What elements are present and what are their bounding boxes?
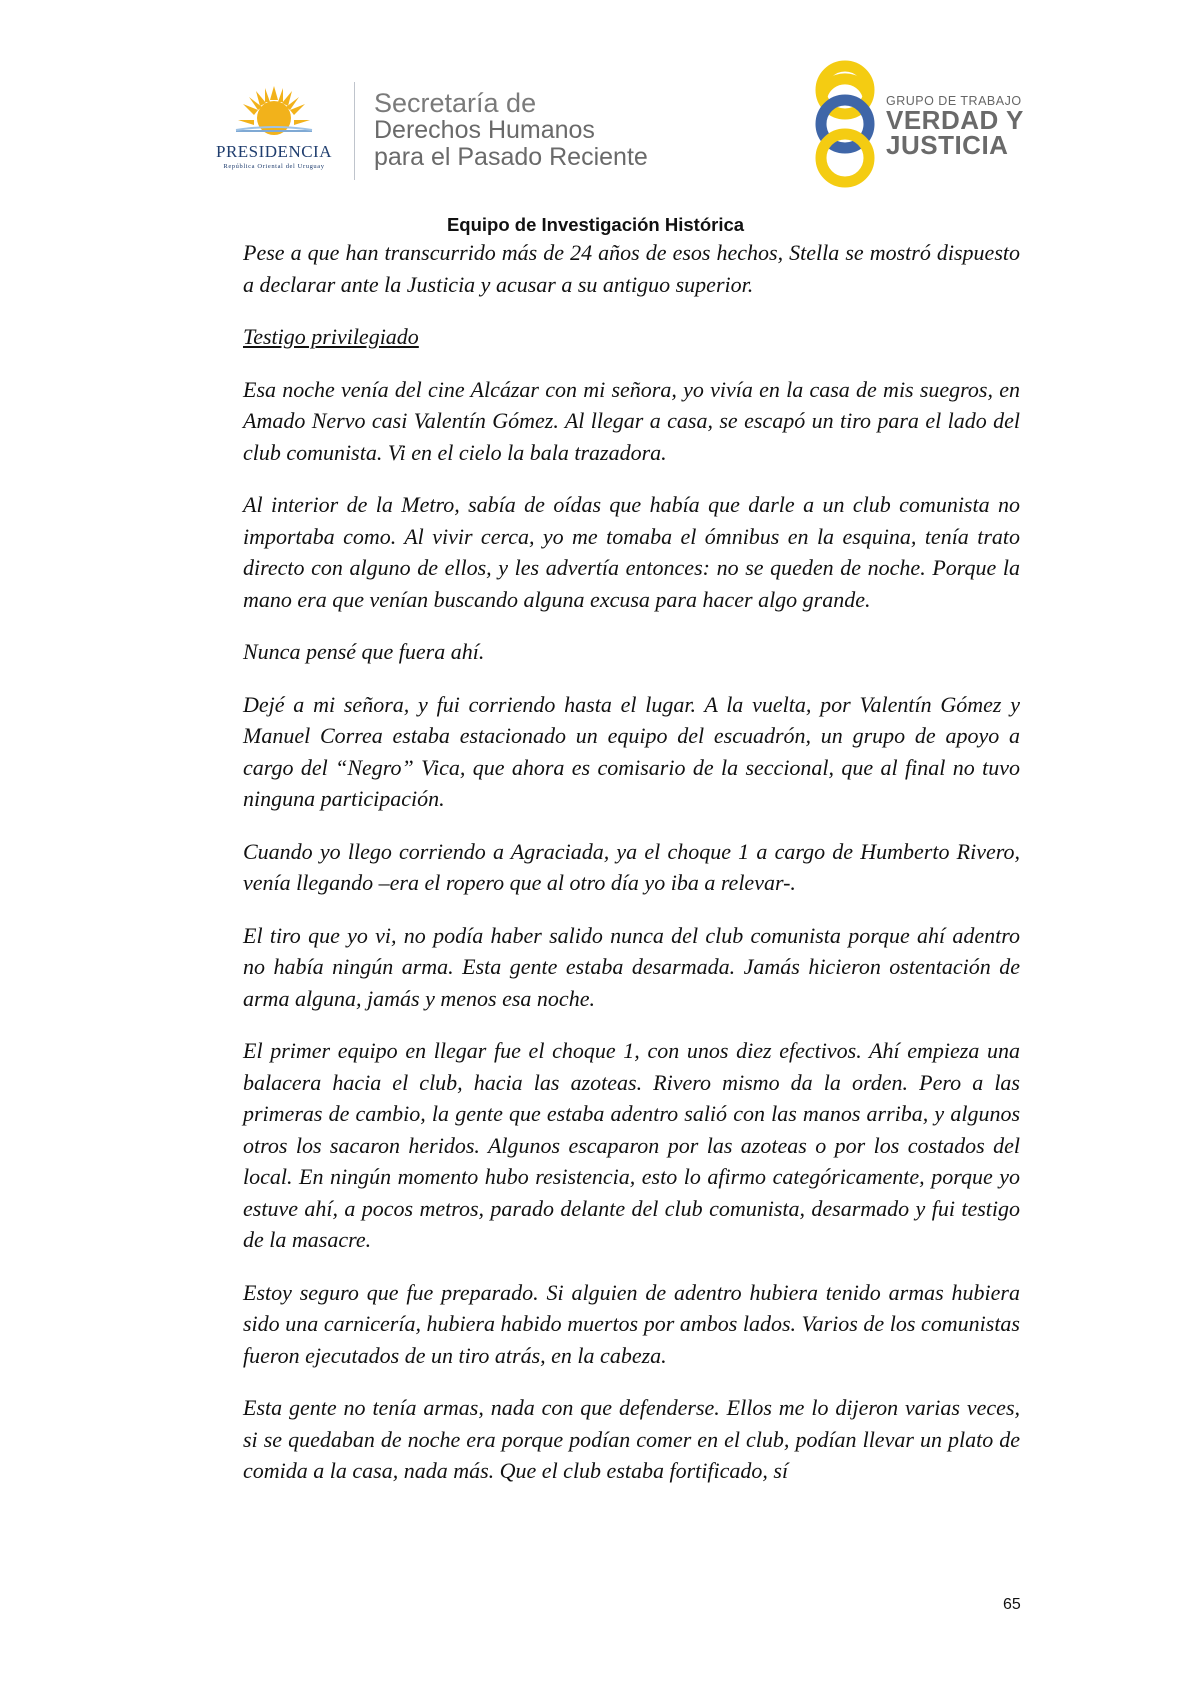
secretaria-line-2: Derechos Humanos	[374, 116, 595, 144]
presidencia-subtitle: República Oriental del Uruguay	[223, 163, 325, 170]
document-body	[243, 237, 1020, 1508]
page-header	[0, 0, 1191, 235]
grupo-line-1: GRUPO DE TRABAJO	[886, 94, 1022, 108]
paragraph-6: Cuando yo llego corriendo a Agraciada, ya el choque 1 a cargo de Humberto Rivero, venía llegando –era el ropero que al otro día yo iba a relevar-.	[243, 838, 1020, 895]
grupo-trabajo-text	[886, 94, 1024, 158]
paragraph-5: Dejé a mi señora, y fui corriendo hasta el lugar. A la vuelta, por Valentín Gómez y Manuel Correa estaba estacionado un equipo del escuadrón, un grupo de apoyo a cargo del “Negro” Vica, que ahora es comisario de la seccional, que al final no tuvo ninguna participación.	[243, 691, 1020, 811]
paragraph-4: Nunca pensé que fuera ahí.	[243, 639, 485, 664]
secretaria-logo-text	[374, 90, 648, 171]
secretaria-line-3: para el Pasado Reciente	[374, 143, 648, 171]
presidencia-title: PRESIDENCIA	[215, 142, 332, 161]
header-divider	[354, 82, 355, 180]
team-title: Equipo de Investigación Histórica	[446, 214, 745, 235]
paragraph-1: Pese a que han transcurrido más de 24 años de esos hechos, Stella se mostró dispuesto a declarar ante la Justicia y acusar a su antiguo superior.	[243, 240, 1020, 297]
paragraph-9: Estoy seguro que fue preparado. Si alguien de adentro hubiera tenido armas hubiera sido una carnicería, hubiera habido muertos por ambos lados. Varios de los comunistas fueron ejecutados de un tiro atrás, en la cabeza.	[243, 1279, 1020, 1368]
paragraph-10: Esta gente no tenía armas, nada con que defenderse. Ellos me lo dijeron varias veces, si se quedaban de noche era porque podían comer en el club, podían llevar un plato de comida a la casa, nada más. Que el club estaba fortificado, sí	[243, 1395, 1020, 1483]
paragraph-8: El primer equipo en llegar fue el choque 1, con unos diez efectivos. Ahí empieza una balacera hacia el club, hacia las azoteas. Rivero mismo da la orden. Pero a las primeras de cambio, la gente que estaba adentro salió con las manos arriba, y algunos otros los sacaron heridos. Algunos escaparon por las azoteas o por los costados del local. En ningún momento hubo resistencia, esto lo afirmo categóricamente, porque yo estuve ahí, a pocos metros, parado delante del club comunista, desarmado y fui testigo de la masacre.	[243, 1038, 1020, 1252]
paragraph-2: Esa noche venía del cine Alcázar con mi señora, yo vivía en la casa de mis suegros, en Amado Nervo casi Valentín Gómez. Al llegar a casa, se escapó un tiro para el lado del club comunista. Vi en el cielo la bala trazadora.	[243, 376, 1020, 465]
secretaria-line-1: Secretaría de	[374, 88, 537, 118]
grupo-line-2: VERDAD Y	[886, 105, 1024, 135]
section-heading: Testigo privilegiado	[243, 324, 419, 349]
paragraph-3: Al interior de la Metro, sabía de oídas que había que darle a un club comunista no importaba como. Al vivir cerca, yo me tomaba el ómnibus en la esquina, tenía trato directo con alguno de ellos, y les advertía entonces: no se queden de noche. Porque la mano era que venían buscando alguna excusa para hacer algo grande.	[243, 492, 1020, 612]
page-number: 65	[1003, 1596, 1021, 1613]
grupo-line-3: JUSTICIA	[886, 130, 1009, 160]
paragraph-7: El tiro que yo vi, no podía haber salido nunca del club comunista porque ahí adentro no había ningún arma. Esta gente estaba desarmada. Jamás hicieron ostentación de arma alguna, jamás y menos esa noche.	[243, 922, 1020, 1011]
